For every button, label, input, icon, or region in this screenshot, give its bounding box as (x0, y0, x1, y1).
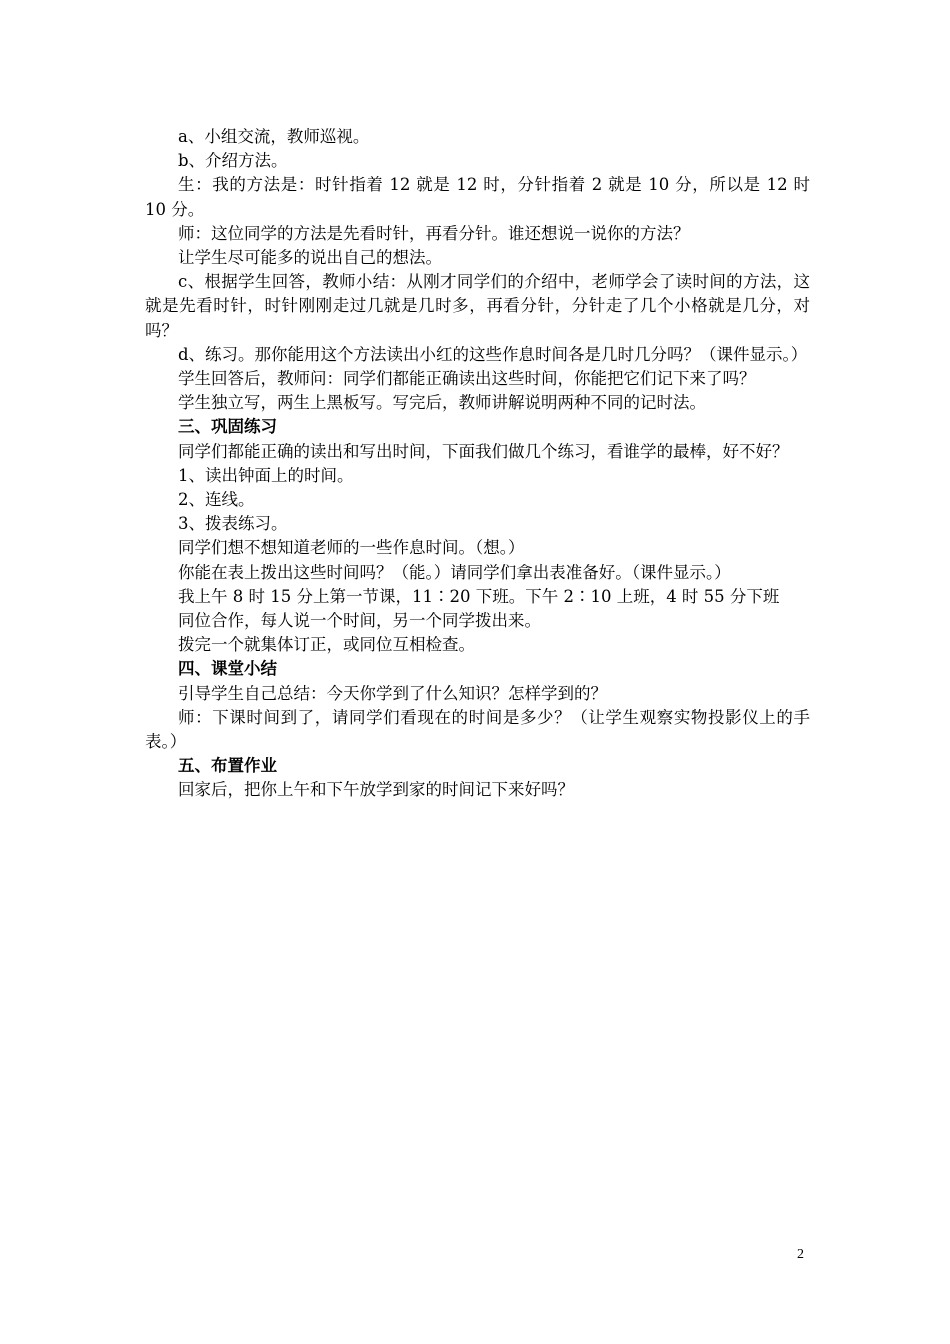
paragraph: 1、读出钟面上的时间。 (178, 465, 354, 485)
paragraph: 生：我的方法是：时针指着 12 就是 12 时，分针指着 2 就是 10 分，所以是 12 时 10 分。 (145, 175, 810, 219)
section-heading: 四、课堂小结 (178, 659, 277, 679)
page-number: 2 (797, 1247, 804, 1262)
paragraph: 同学们想不想知道老师的一些作息时间。（想。） (178, 538, 525, 558)
document-body (145, 125, 810, 803)
paragraph: a、小组交流，教师巡视。 (178, 127, 370, 146)
paragraph: 师：下课时间到了，请同学们看现在的时间是多少？（让学生观察实物投影仪上的手表。） (145, 707, 810, 752)
paragraph: b、介绍方法。 (178, 151, 288, 171)
paragraph: 学生回答后，教师问：同学们都能正确读出这些时间，你能把它们记下来了吗？ (178, 369, 756, 389)
paragraph: 回家后，把你上午和下午放学到家的时间记下来好吗？ (178, 780, 574, 800)
paragraph: 2、连线。 (178, 490, 255, 510)
paragraph: 同学们都能正确的读出和写出时间，下面我们做几个练习，看谁学的最棒，好不好？ (178, 441, 789, 461)
paragraph: 我上午 8 时 15 分上第一节课，11∶20 下班。下午 2∶10 上班，4 时 55 分下班 (178, 586, 780, 606)
paragraph: c、根据学生回答，教师小结：从刚才同学们的介绍中，老师学会了读时间的方法，这就是先看时针，时针刚刚走过几就是几时多，再看分针，分针走了几个小格就是几分，对吗？ (145, 272, 810, 340)
paragraph: 让学生尽可能多的说出自己的想法。 (178, 248, 442, 268)
paragraph: d、练习。那你能用这个方法读出小红的这些作息时间各是几时几分吗？（课件显示。） (178, 344, 808, 364)
paragraph: 引导学生自己总结：今天你学到了什么知识？怎样学到的？ (178, 683, 607, 703)
paragraph: 学生独立写，两生上黑板写。写完后，教师讲解说明两种不同的记时法。 (178, 393, 706, 413)
paragraph: 师：这位同学的方法是先看时针，再看分针。谁还想说一说你的方法？ (178, 223, 690, 243)
paragraph: 你能在表上拨出这些时间吗？（能。）请同学们拿出表准备好。（课件显示。） (178, 562, 731, 582)
paragraph: 同位合作，每人说一个时间，另一个同学拨出来。 (178, 611, 541, 631)
paragraph: 拨完一个就集体订正，或同位互相检查。 (178, 635, 475, 655)
section-heading: 三、巩固练习 (178, 417, 277, 437)
section-heading: 五、布置作业 (178, 756, 277, 776)
paragraph: 3、拨表练习。 (178, 514, 288, 534)
